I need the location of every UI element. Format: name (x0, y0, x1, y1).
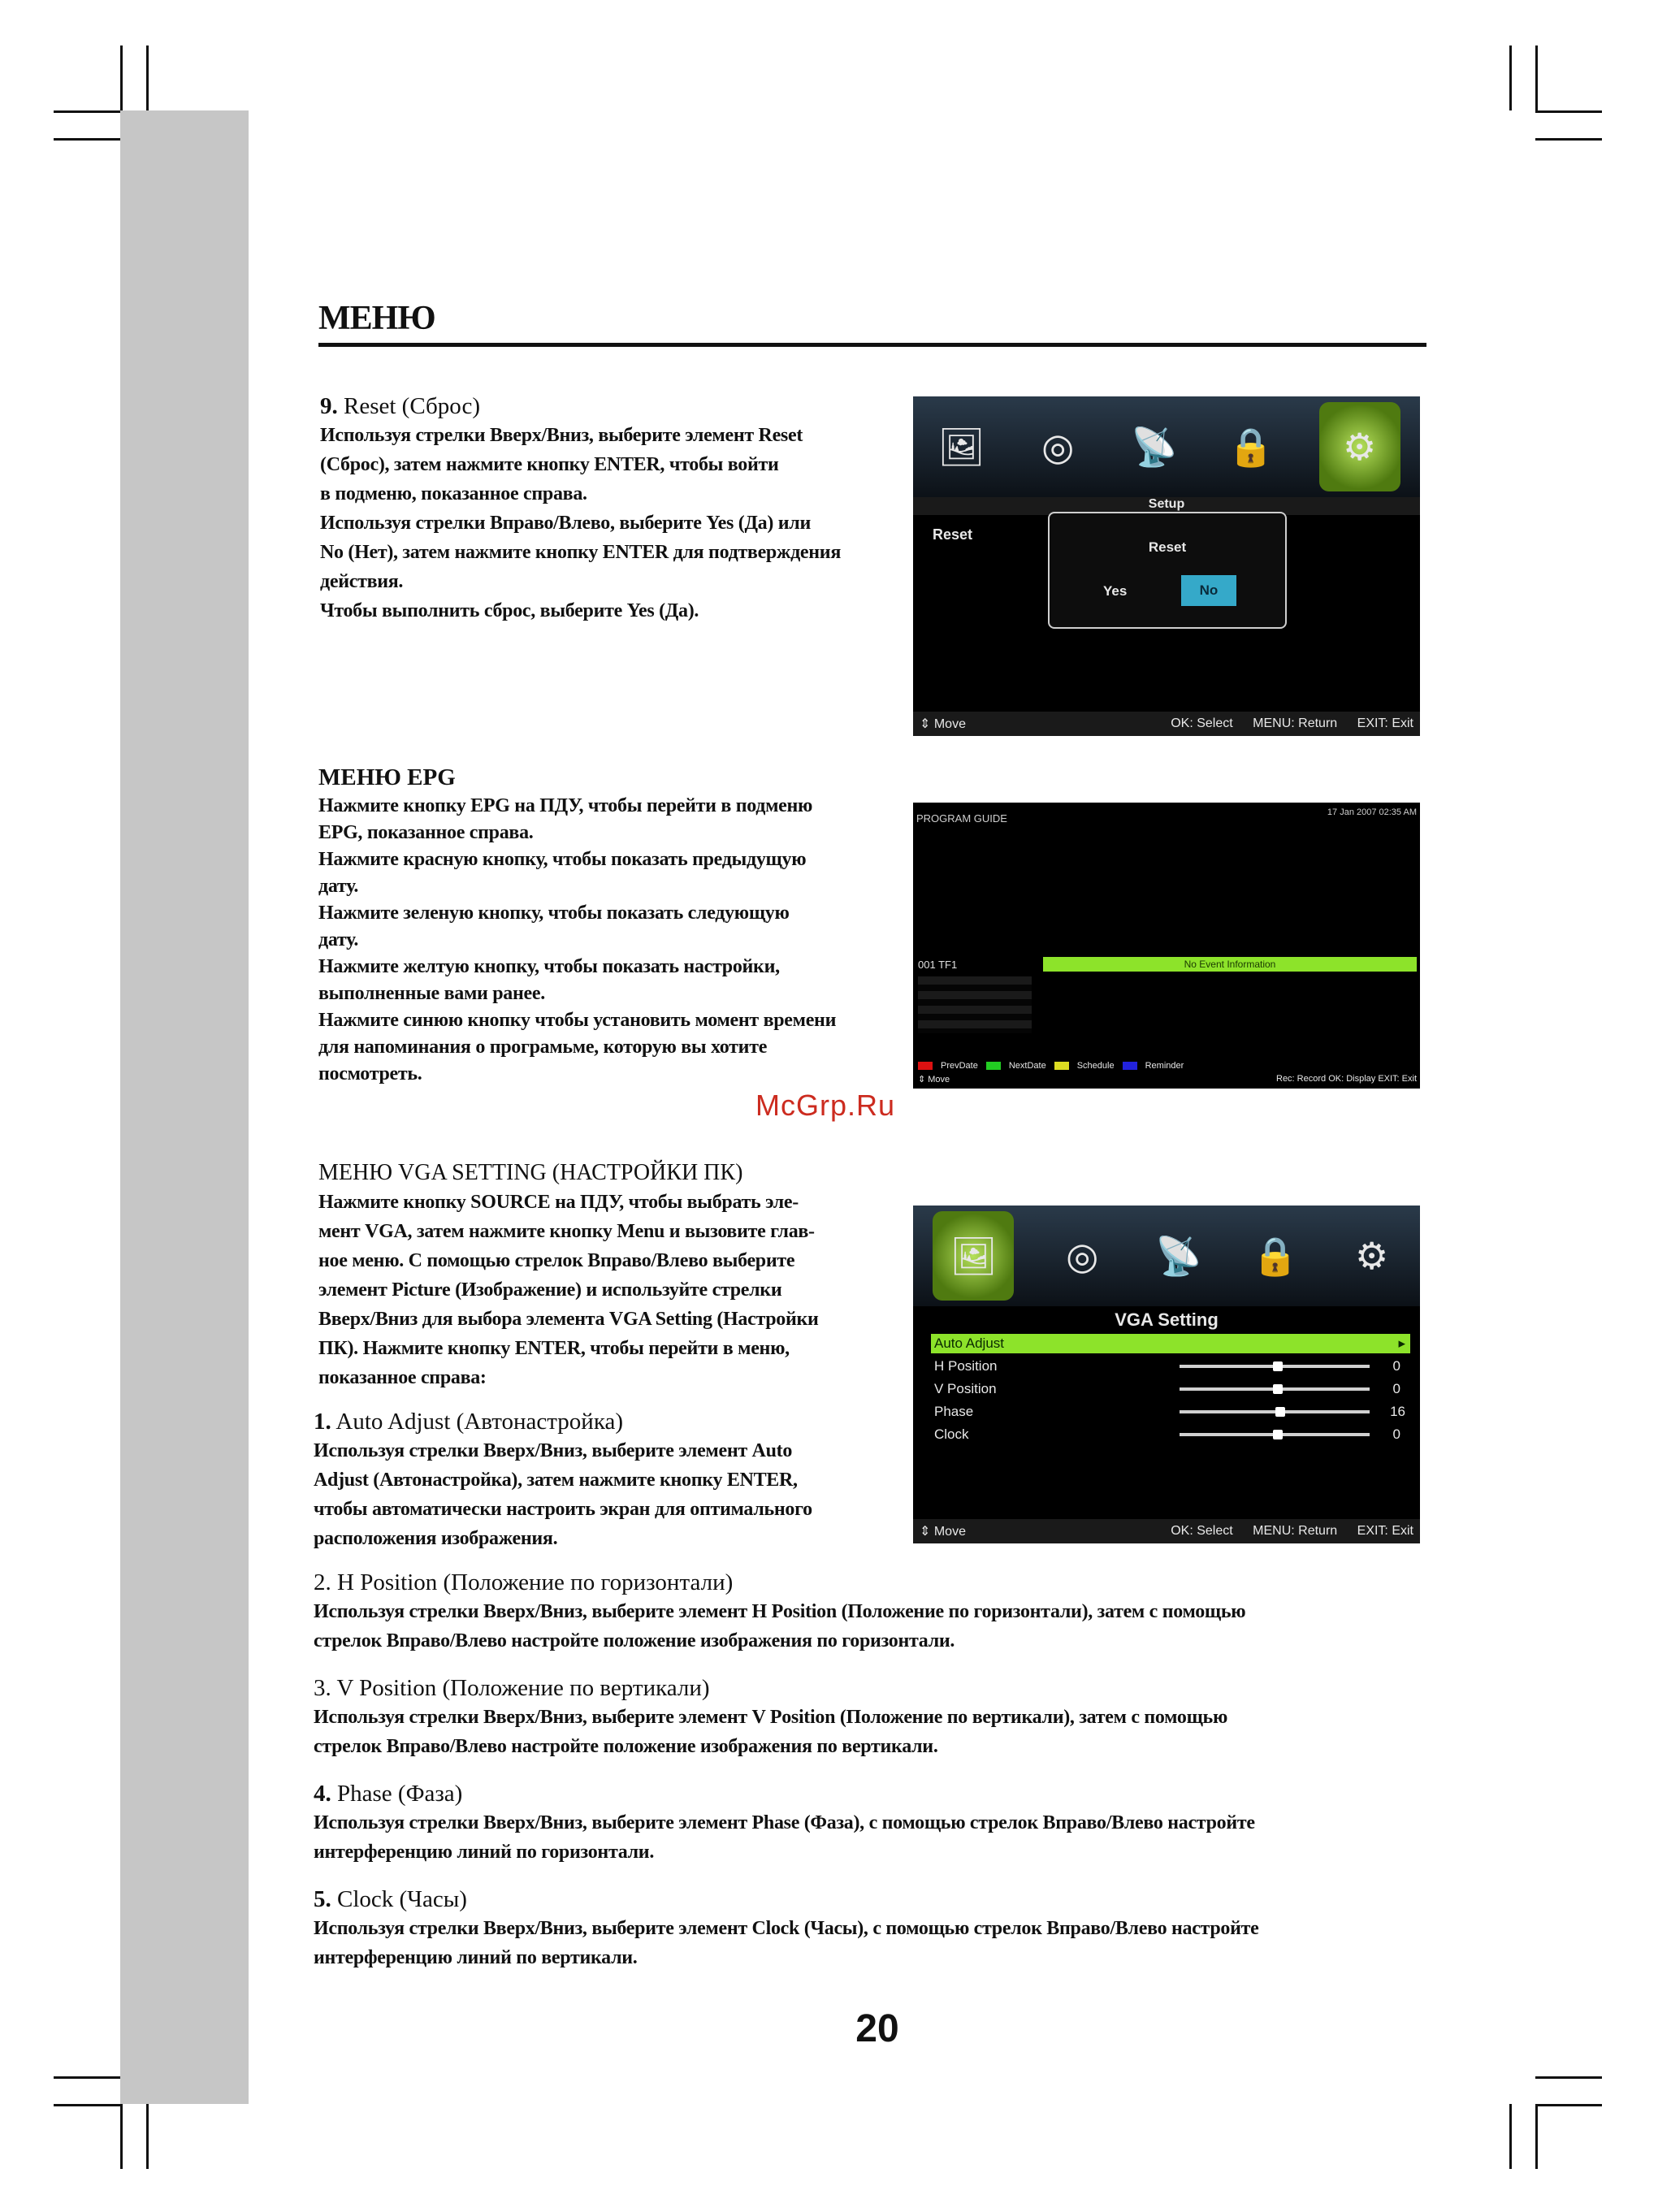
schedule-label[interactable]: Schedule (1076, 1061, 1115, 1071)
epg-datetime: 17 Jan 2007 02:35 AM (1327, 807, 1417, 817)
slider-knob[interactable] (1275, 1407, 1285, 1417)
yes-button[interactable]: Yes (1103, 583, 1128, 599)
sound-icon: ◎ (1041, 426, 1075, 468)
reset-line: (Сброс), затем нажмите кнопку ENTER, чтобы войти (320, 454, 779, 475)
h-position-slider[interactable] (1180, 1365, 1370, 1368)
margin-strip (120, 110, 249, 2104)
vga-heading: МЕНЮ VGA SETTING (НАСТРОЙКИ ПК) (318, 1160, 743, 1185)
vga-item-label: H Position (934, 1358, 998, 1374)
clock-section (314, 1885, 1435, 1972)
reset-line: Используя стрелки Вверх/Вниз, выберите элемент Reset (320, 425, 803, 446)
vga-item-value: 0 (1392, 1358, 1400, 1374)
phase-line: интерференцию линий по горизонтали. (314, 1842, 655, 1863)
clock-slider[interactable] (1180, 1433, 1370, 1436)
reset-heading: 9. Reset (Сброс) (320, 393, 481, 419)
reset-screenshot (913, 396, 1420, 736)
reset-line: действия. (320, 571, 404, 592)
reset-line: Используя стрелки Вправо/Влево, выберите Yes (Да) или (320, 513, 811, 534)
auto-adjust-section (314, 1407, 882, 1553)
phase-section (314, 1779, 1435, 1867)
blue-key-icon (1123, 1062, 1137, 1070)
epg-line: Нажмите синюю кнопку чтобы установить момент времени (318, 1010, 837, 1031)
epg-screenshot (913, 803, 1420, 1089)
channel-icon: 📡 (1131, 425, 1178, 468)
vga-item-label: Auto Adjust (934, 1335, 1005, 1351)
h-position-section (314, 1568, 1435, 1656)
green-key-icon (986, 1062, 1001, 1070)
epg-color-buttons (918, 1061, 1184, 1071)
crop-mark (54, 138, 120, 141)
epg-line: для напоминания о програмьме, которую вы хотите (318, 1037, 768, 1058)
reset-line: Чтобы выполнить сброс, выберите Yes (Да). (320, 600, 699, 621)
epg-line: Нажмите красную кнопку, чтобы показать предыдущую (318, 849, 807, 870)
screen-footer (913, 712, 1420, 736)
crop-mark (1535, 45, 1538, 110)
title-rule (318, 343, 1426, 347)
next-date-label[interactable]: NextDate (1008, 1061, 1046, 1071)
epg-event-bar[interactable]: No Event Information (1043, 957, 1417, 972)
clock-line: интерференцию линий по вертикали. (314, 1947, 638, 1968)
phase-slider[interactable] (1180, 1410, 1370, 1413)
epg-line: Нажмите кнопку EPG на ПДУ, чтобы перейти в подменю (318, 795, 813, 816)
vga-row-auto-adjust[interactable] (931, 1334, 1410, 1353)
lock-icon: 🔒 (1252, 1234, 1299, 1277)
footer-exit: EXIT: Exit (1357, 1524, 1413, 1538)
reset-dialog-title: Reset (1148, 539, 1187, 555)
auto-adjust-line: Используя стрелки Вверх/Вниз, выберите элемент Auto (314, 1440, 793, 1461)
screen-footer (913, 1519, 1420, 1543)
footer-move: ⇕ Move (920, 1525, 966, 1539)
page-number: 20 (855, 2007, 899, 2050)
vga-screenshot (913, 1206, 1420, 1543)
reset-dialog (1048, 512, 1287, 629)
watermark: McGrp.Ru (755, 1089, 896, 1122)
setup-gear-icon: ⚙ (1319, 402, 1400, 491)
channel-icon: 📡 (1155, 1234, 1202, 1277)
epg-line: дату. (318, 876, 359, 897)
slider-knob[interactable] (1273, 1384, 1283, 1394)
vga-row-h-position[interactable] (931, 1357, 1410, 1376)
arrow-right-icon: ▸ (1398, 1335, 1405, 1351)
crop-mark (120, 45, 123, 110)
slider-knob[interactable] (1273, 1361, 1283, 1371)
page-title: МЕНЮ (318, 300, 435, 337)
vga-line: показанное справа: (318, 1367, 487, 1388)
epg-line: посмотреть. (318, 1063, 422, 1084)
vga-item-label: Phase (934, 1404, 974, 1419)
slider-knob[interactable] (1273, 1430, 1283, 1439)
crop-mark (1535, 110, 1602, 113)
crop-mark (54, 2076, 120, 2079)
epg-section (318, 762, 911, 1088)
vga-line: мент VGA, затем нажмите кнопку Menu и вызовите глав- (318, 1221, 815, 1242)
vga-item-value: 0 (1392, 1426, 1400, 1442)
crop-mark (54, 2104, 120, 2106)
yellow-key-icon (1054, 1062, 1069, 1070)
epg-footer-right: Rec: Record OK: Display EXIT: Exit (1276, 1074, 1417, 1084)
footer-select: OK: Select (1171, 716, 1233, 730)
reset-menu-item[interactable]: Reset (933, 526, 973, 543)
epg-footer-move: ⇕ Move (918, 1075, 950, 1084)
picture-icon: 🖼 (937, 425, 985, 468)
h-position-line: стрелок Вправо/Влево настройте положение изображения по горизонтали. (314, 1630, 955, 1651)
menu-icon-bar (913, 396, 1420, 497)
reset-line: в подменю, показанное справа. (320, 483, 587, 504)
vga-row-v-position[interactable] (931, 1379, 1410, 1399)
no-button[interactable]: No (1181, 575, 1236, 606)
epg-line: EPG, показанное справа. (318, 822, 534, 843)
auto-adjust-line: чтобы автоматически настроить экран для оптимального (314, 1499, 812, 1520)
setup-title: Setup (913, 497, 1420, 515)
red-key-icon (918, 1062, 933, 1070)
auto-adjust-heading: 1. Auto Adjust (Автонастройка) (314, 1409, 623, 1435)
epg-line: Нажмите зеленую кнопку, чтобы показать следующую (318, 903, 790, 924)
epg-line: Нажмите желтую кнопку, чтобы показать настройки, (318, 956, 780, 977)
epg-heading: МЕНЮ EPG (318, 764, 456, 790)
epg-line: выполненные вами ранее. (318, 983, 545, 1004)
auto-adjust-line: расположения изображения. (314, 1528, 558, 1549)
vga-line: ПК). Нажмите кнопку ENTER, чтобы перейти в меню, (318, 1338, 790, 1359)
picture-icon: 🖼 (933, 1211, 1014, 1301)
crop-mark (1535, 2076, 1602, 2079)
vga-line: Нажмите кнопку SOURCE на ПДУ, чтобы выбрать эле- (318, 1192, 799, 1213)
epg-channel-list-faded (918, 976, 1032, 1033)
footer-move: ⇕ Move (920, 717, 966, 731)
epg-line: дату. (318, 929, 359, 950)
vga-line: ное меню. С помощью стрелок Вправо/Влево выберите (318, 1250, 795, 1271)
vga-item-value: 0 (1392, 1381, 1400, 1396)
v-position-section (314, 1673, 1435, 1761)
reset-line: No (Нет), затем нажмите кнопку ENTER для подтверждения (320, 542, 841, 563)
vga-menu-title: VGA Setting (1115, 1309, 1219, 1330)
v-position-heading: 3. V Position (Положение по вертикали) (314, 1675, 710, 1701)
clock-line: Используя стрелки Вверх/Вниз, выберите элемент Clock (Часы), с помощью стрелок Вправо/Влево настройте (314, 1918, 1259, 1939)
phase-line: Используя стрелки Вверх/Вниз, выберите элемент Phase (Фаза), с помощью стрелок Вправо/Влево настройте (314, 1812, 1255, 1833)
h-position-line: Используя стрелки Вверх/Вниз, выберите элемент H Position (Положение по горизонтали), затем с помощью (314, 1601, 1246, 1622)
vga-row-clock[interactable] (931, 1425, 1410, 1444)
crop-mark (1509, 2104, 1512, 2169)
reminder-label[interactable]: Reminder (1145, 1061, 1184, 1071)
crop-mark (146, 2104, 149, 2169)
epg-title: PROGRAM GUIDE (916, 812, 1007, 825)
vga-item-value: 16 (1390, 1404, 1405, 1419)
sound-icon: ◎ (1066, 1235, 1099, 1277)
crop-mark (1535, 138, 1602, 141)
footer-exit: EXIT: Exit (1357, 716, 1413, 730)
vga-row-phase[interactable] (931, 1402, 1410, 1422)
crop-mark (1535, 2104, 1538, 2169)
crop-mark (1509, 45, 1512, 110)
vga-item-label: V Position (934, 1381, 997, 1396)
vga-section (318, 1158, 887, 1392)
footer-return: MENU: Return (1253, 716, 1338, 730)
vga-item-label: Clock (934, 1426, 969, 1442)
prev-date-label[interactable]: PrevDate (941, 1061, 978, 1071)
auto-adjust-line: Adjust (Автонастройка), затем нажмите кнопку ENTER, (314, 1470, 798, 1491)
phase-heading: 4. Phase (Фаза) (314, 1781, 463, 1807)
lock-icon: 🔒 (1227, 425, 1275, 468)
crop-mark (1535, 2104, 1602, 2106)
menu-icon-bar (913, 1206, 1420, 1306)
v-position-line: стрелок Вправо/Влево настройте положение изображения по вертикали. (314, 1736, 938, 1757)
vga-line: Вверх/Вниз для выбора элемента VGA Setting (Настройки (318, 1309, 819, 1330)
reset-section (320, 392, 907, 626)
setup-gear-icon: ⚙ (1354, 1235, 1389, 1277)
crop-mark (120, 2104, 123, 2169)
h-position-heading: 2. H Position (Положение по горизонтали) (314, 1569, 734, 1595)
clock-heading: 5. Clock (Часы) (314, 1886, 467, 1912)
footer-select: OK: Select (1171, 1524, 1233, 1538)
v-position-line: Используя стрелки Вверх/Вниз, выберите элемент V Position (Положение по вертикали), затем с помощью (314, 1707, 1227, 1728)
crop-mark (54, 110, 120, 113)
footer-return: MENU: Return (1253, 1524, 1338, 1538)
vga-line: элемент Picture (Изображение) и используйте стрелки (318, 1279, 782, 1301)
v-position-slider[interactable] (1180, 1387, 1370, 1391)
crop-mark (146, 45, 149, 110)
epg-channel[interactable]: 001 TF1 (918, 959, 958, 971)
